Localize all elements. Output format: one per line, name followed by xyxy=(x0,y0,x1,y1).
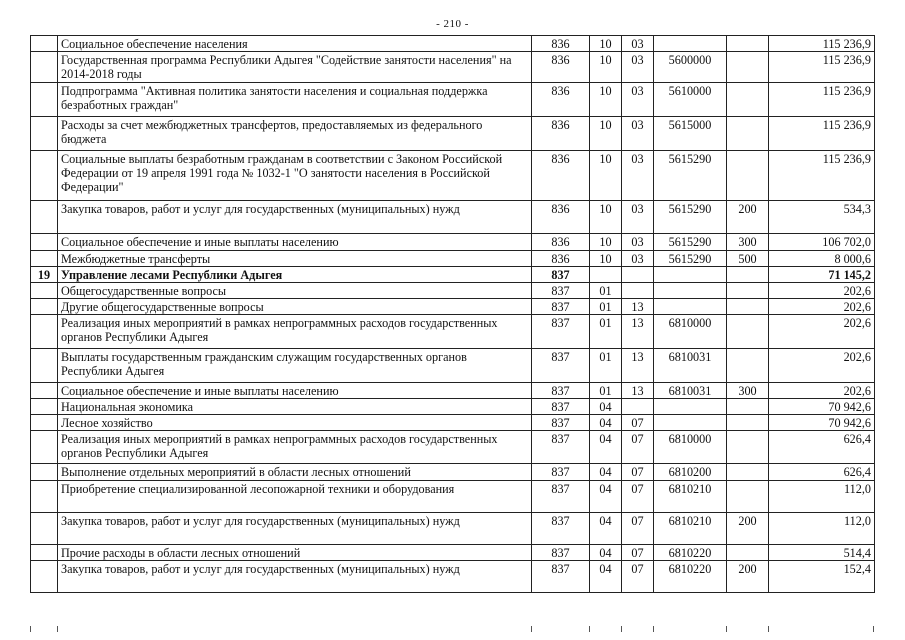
row-number-cell xyxy=(31,251,58,267)
expense-name-cell: Закупка товаров, работ и услуг для государственных (муниципальных) нужд xyxy=(58,201,532,234)
amount-cell: 534,3 xyxy=(769,201,875,234)
table-row xyxy=(31,383,875,399)
row-number-cell xyxy=(31,83,58,117)
section-code-cell: 10 xyxy=(590,234,622,251)
row-number-cell xyxy=(31,415,58,431)
expense-type-code-cell: 200 xyxy=(727,201,769,234)
expense-name-cell: Приобретение специализированной лесопожарной техники и оборудования xyxy=(58,481,532,513)
expense-type-code-cell xyxy=(727,151,769,201)
target-article-code-cell: 5615290 xyxy=(654,234,727,251)
amount-cell: 70 942,6 xyxy=(769,415,875,431)
section-code-cell: 04 xyxy=(590,431,622,464)
section-code-cell: 10 xyxy=(590,36,622,52)
ministry-code-cell: 837 xyxy=(532,283,590,299)
row-number-cell xyxy=(31,299,58,315)
ministry-code-cell: 837 xyxy=(532,431,590,464)
subsection-code-cell xyxy=(622,267,654,283)
target-article-code-cell: 6810220 xyxy=(654,561,727,593)
row-number-cell xyxy=(31,201,58,234)
ministry-code-cell: 837 xyxy=(532,464,590,481)
subsection-code-cell: 07 xyxy=(622,431,654,464)
subsection-code-cell: 07 xyxy=(622,415,654,431)
subsection-code-cell xyxy=(622,399,654,415)
target-article-code-cell xyxy=(654,299,727,315)
ministry-code-cell: 836 xyxy=(532,234,590,251)
amount-cell: 115 236,9 xyxy=(769,52,875,83)
subsection-code-cell: 03 xyxy=(622,251,654,267)
target-article-code-cell: 6810000 xyxy=(654,431,727,464)
subsection-code-cell: 07 xyxy=(622,464,654,481)
expense-type-code-cell xyxy=(727,83,769,117)
ministry-code-cell: 837 xyxy=(532,315,590,349)
section-code-cell: 01 xyxy=(590,299,622,315)
ministry-code-cell: 836 xyxy=(532,36,590,52)
subsection-code-cell: 13 xyxy=(622,383,654,399)
target-article-code-cell xyxy=(654,267,727,283)
amount-cell: 115 236,9 xyxy=(769,151,875,201)
amount-cell: 8 000,6 xyxy=(769,251,875,267)
table-row xyxy=(31,464,875,481)
expense-type-code-cell xyxy=(727,415,769,431)
row-number-cell xyxy=(31,283,58,299)
ministry-code-cell: 836 xyxy=(532,251,590,267)
amount-cell: 115 236,9 xyxy=(769,36,875,52)
table-row xyxy=(31,234,875,251)
row-number-cell xyxy=(31,464,58,481)
table-row xyxy=(31,83,875,117)
ministry-code-cell: 837 xyxy=(532,399,590,415)
table-row xyxy=(31,431,875,464)
ministry-code-cell: 837 xyxy=(532,299,590,315)
table-row xyxy=(31,251,875,267)
page-number: - 210 - xyxy=(436,18,469,30)
target-article-code-cell: 6810031 xyxy=(654,349,727,383)
ministry-code-cell: 836 xyxy=(532,151,590,201)
expense-name-cell: Лесное хозяйство xyxy=(58,415,532,431)
table-row xyxy=(31,283,875,299)
expense-name-cell: Межбюджетные трансферты xyxy=(58,251,532,267)
expense-name-cell: Социальное обеспечение и иные выплаты населению xyxy=(58,383,532,399)
amount-cell: 202,6 xyxy=(769,383,875,399)
expense-name-cell: Управление лесами Республики Адыгея xyxy=(58,267,532,283)
expense-type-code-cell xyxy=(727,431,769,464)
table-row xyxy=(31,299,875,315)
table-row xyxy=(31,267,875,283)
expense-type-code-cell xyxy=(727,464,769,481)
ministry-code-cell: 837 xyxy=(532,561,590,593)
target-article-code-cell: 6810210 xyxy=(654,481,727,513)
amount-cell: 626,4 xyxy=(769,431,875,464)
subsection-code-cell xyxy=(622,283,654,299)
table-row xyxy=(31,151,875,201)
expense-type-code-cell: 500 xyxy=(727,251,769,267)
row-number-cell xyxy=(31,117,58,151)
section-code-cell: 04 xyxy=(590,399,622,415)
row-number-cell xyxy=(31,36,58,52)
expense-name-cell: Социальные выплаты безработным гражданам в соответствии с Законом Российской Федерации от 19 апреля 1991 года № 1032-1 "О занятости населения в Российской Федерации" xyxy=(58,151,532,201)
row-number-cell xyxy=(31,52,58,83)
row-number-cell xyxy=(31,151,58,201)
target-article-code-cell: 5615290 xyxy=(654,251,727,267)
row-number-cell: 19 xyxy=(31,267,58,283)
ministry-code-cell: 837 xyxy=(532,267,590,283)
table-row xyxy=(31,315,875,349)
amount-cell: 514,4 xyxy=(769,545,875,561)
expense-type-code-cell xyxy=(727,52,769,83)
expense-name-cell: Общегосударственные вопросы xyxy=(58,283,532,299)
expense-name-cell: Реализация иных мероприятий в рамках непрограммных расходов государственных органов Республики Адыгея xyxy=(58,315,532,349)
ministry-code-cell: 837 xyxy=(532,415,590,431)
section-code-cell: 04 xyxy=(590,545,622,561)
amount-cell: 152,4 xyxy=(769,561,875,593)
amount-cell: 115 236,9 xyxy=(769,83,875,117)
subsection-code-cell: 07 xyxy=(622,561,654,593)
section-code-cell: 01 xyxy=(590,283,622,299)
expense-name-cell: Социальное обеспечение и иные выплаты населению xyxy=(58,234,532,251)
subsection-code-cell: 13 xyxy=(622,315,654,349)
row-number-cell xyxy=(31,399,58,415)
budget-table xyxy=(30,35,875,593)
budget-table-body xyxy=(31,36,875,593)
row-number-cell xyxy=(31,481,58,513)
section-code-cell: 10 xyxy=(590,52,622,83)
target-article-code-cell: 6810000 xyxy=(654,315,727,349)
row-number-cell xyxy=(31,431,58,464)
amount-cell: 70 942,6 xyxy=(769,399,875,415)
expense-type-code-cell xyxy=(727,299,769,315)
section-code-cell: 04 xyxy=(590,561,622,593)
subsection-code-cell: 03 xyxy=(622,36,654,52)
expense-name-cell: Другие общегосударственные вопросы xyxy=(58,299,532,315)
section-code-cell: 10 xyxy=(590,83,622,117)
section-code-cell: 10 xyxy=(590,251,622,267)
table-row xyxy=(31,52,875,83)
expense-type-code-cell: 200 xyxy=(727,561,769,593)
row-number-cell xyxy=(31,561,58,593)
amount-cell: 202,6 xyxy=(769,349,875,383)
amount-cell: 112,0 xyxy=(769,513,875,545)
expense-name-cell: Государственная программа Республики Адыгея "Содействие занятости населения" на 2014-2018 годы xyxy=(58,52,532,83)
subsection-code-cell: 03 xyxy=(622,117,654,151)
expense-name-cell: Выполнение отдельных мероприятий в области лесных отношений xyxy=(58,464,532,481)
amount-cell: 115 236,9 xyxy=(769,117,875,151)
section-code-cell: 01 xyxy=(590,349,622,383)
section-code-cell: 01 xyxy=(590,315,622,349)
expense-type-code-cell xyxy=(727,36,769,52)
section-code-cell: 04 xyxy=(590,464,622,481)
expense-name-cell: Закупка товаров, работ и услуг для государственных (муниципальных) нужд xyxy=(58,513,532,545)
table-row xyxy=(31,349,875,383)
ministry-code-cell: 836 xyxy=(532,52,590,83)
row-number-cell xyxy=(31,234,58,251)
expense-name-cell: Национальная экономика xyxy=(58,399,532,415)
target-article-code-cell xyxy=(654,399,727,415)
amount-cell: 202,6 xyxy=(769,299,875,315)
target-article-code-cell: 5610000 xyxy=(654,83,727,117)
expense-type-code-cell xyxy=(727,117,769,151)
target-article-code-cell: 5615290 xyxy=(654,151,727,201)
row-number-cell xyxy=(31,513,58,545)
table-row xyxy=(31,415,875,431)
subsection-code-cell: 03 xyxy=(622,201,654,234)
table-row xyxy=(31,561,875,593)
expense-type-code-cell xyxy=(727,349,769,383)
target-article-code-cell: 5600000 xyxy=(654,52,727,83)
row-number-cell xyxy=(31,349,58,383)
subsection-code-cell: 03 xyxy=(622,52,654,83)
target-article-code-cell: 6810031 xyxy=(654,383,727,399)
expense-type-code-cell xyxy=(727,399,769,415)
section-code-cell xyxy=(590,267,622,283)
expense-name-cell: Реализация иных мероприятий в рамках непрограммных расходов государственных органов Республики Адыгея xyxy=(58,431,532,464)
expense-name-cell: Расходы за счет межбюджетных трансфертов, предоставляемых из федерального бюджета xyxy=(58,117,532,151)
subsection-code-cell: 03 xyxy=(622,234,654,251)
subsection-code-cell: 07 xyxy=(622,513,654,545)
amount-cell: 71 145,2 xyxy=(769,267,875,283)
target-article-code-cell: 5615290 xyxy=(654,201,727,234)
subsection-code-cell: 07 xyxy=(622,545,654,561)
amount-cell: 112,0 xyxy=(769,481,875,513)
expense-name-cell: Подпрограмма "Активная политика занятости населения и социальная поддержка безработных граждан" xyxy=(58,83,532,117)
target-article-code-cell xyxy=(654,283,727,299)
amount-cell: 202,6 xyxy=(769,315,875,349)
subsection-code-cell: 13 xyxy=(622,349,654,383)
ministry-code-cell: 836 xyxy=(532,117,590,151)
target-article-code-cell: 6810210 xyxy=(654,513,727,545)
target-article-code-cell: 5615000 xyxy=(654,117,727,151)
expense-name-cell: Выплаты государственным гражданским служащим государственных органов Республики Адыгея xyxy=(58,349,532,383)
amount-cell: 202,6 xyxy=(769,283,875,299)
subsection-code-cell: 13 xyxy=(622,299,654,315)
target-article-code-cell: 6810220 xyxy=(654,545,727,561)
subsection-code-cell: 03 xyxy=(622,83,654,117)
subsection-code-cell: 07 xyxy=(622,481,654,513)
section-code-cell: 10 xyxy=(590,201,622,234)
amount-cell: 106 702,0 xyxy=(769,234,875,251)
row-number-cell xyxy=(31,315,58,349)
row-number-cell xyxy=(31,545,58,561)
table-row xyxy=(31,481,875,513)
expense-type-code-cell xyxy=(727,267,769,283)
section-code-cell: 04 xyxy=(590,415,622,431)
section-code-cell: 01 xyxy=(590,383,622,399)
table-row xyxy=(31,36,875,52)
section-code-cell: 10 xyxy=(590,117,622,151)
subsection-code-cell: 03 xyxy=(622,151,654,201)
bottom-tick-marks xyxy=(30,626,874,630)
table-row xyxy=(31,513,875,545)
table-row xyxy=(31,399,875,415)
expense-name-cell: Закупка товаров, работ и услуг для государственных (муниципальных) нужд xyxy=(58,561,532,593)
ministry-code-cell: 837 xyxy=(532,383,590,399)
table-row xyxy=(31,545,875,561)
ministry-code-cell: 837 xyxy=(532,481,590,513)
ministry-code-cell: 836 xyxy=(532,201,590,234)
expense-type-code-cell: 200 xyxy=(727,513,769,545)
amount-cell: 626,4 xyxy=(769,464,875,481)
ministry-code-cell: 837 xyxy=(532,513,590,545)
target-article-code-cell: 6810200 xyxy=(654,464,727,481)
table-row xyxy=(31,201,875,234)
target-article-code-cell xyxy=(654,415,727,431)
section-code-cell: 04 xyxy=(590,513,622,545)
ministry-code-cell: 837 xyxy=(532,349,590,383)
target-article-code-cell xyxy=(654,36,727,52)
expense-type-code-cell xyxy=(727,481,769,513)
expense-type-code-cell xyxy=(727,315,769,349)
expense-name-cell: Социальное обеспечение населения xyxy=(58,36,532,52)
expense-type-code-cell: 300 xyxy=(727,234,769,251)
section-code-cell: 04 xyxy=(590,481,622,513)
expense-name-cell: Прочие расходы в области лесных отношений xyxy=(58,545,532,561)
table-row xyxy=(31,117,875,151)
expense-type-code-cell xyxy=(727,545,769,561)
ministry-code-cell: 836 xyxy=(532,83,590,117)
expense-type-code-cell xyxy=(727,283,769,299)
row-number-cell xyxy=(31,383,58,399)
expense-type-code-cell: 300 xyxy=(727,383,769,399)
ministry-code-cell: 837 xyxy=(532,545,590,561)
section-code-cell: 10 xyxy=(590,151,622,201)
